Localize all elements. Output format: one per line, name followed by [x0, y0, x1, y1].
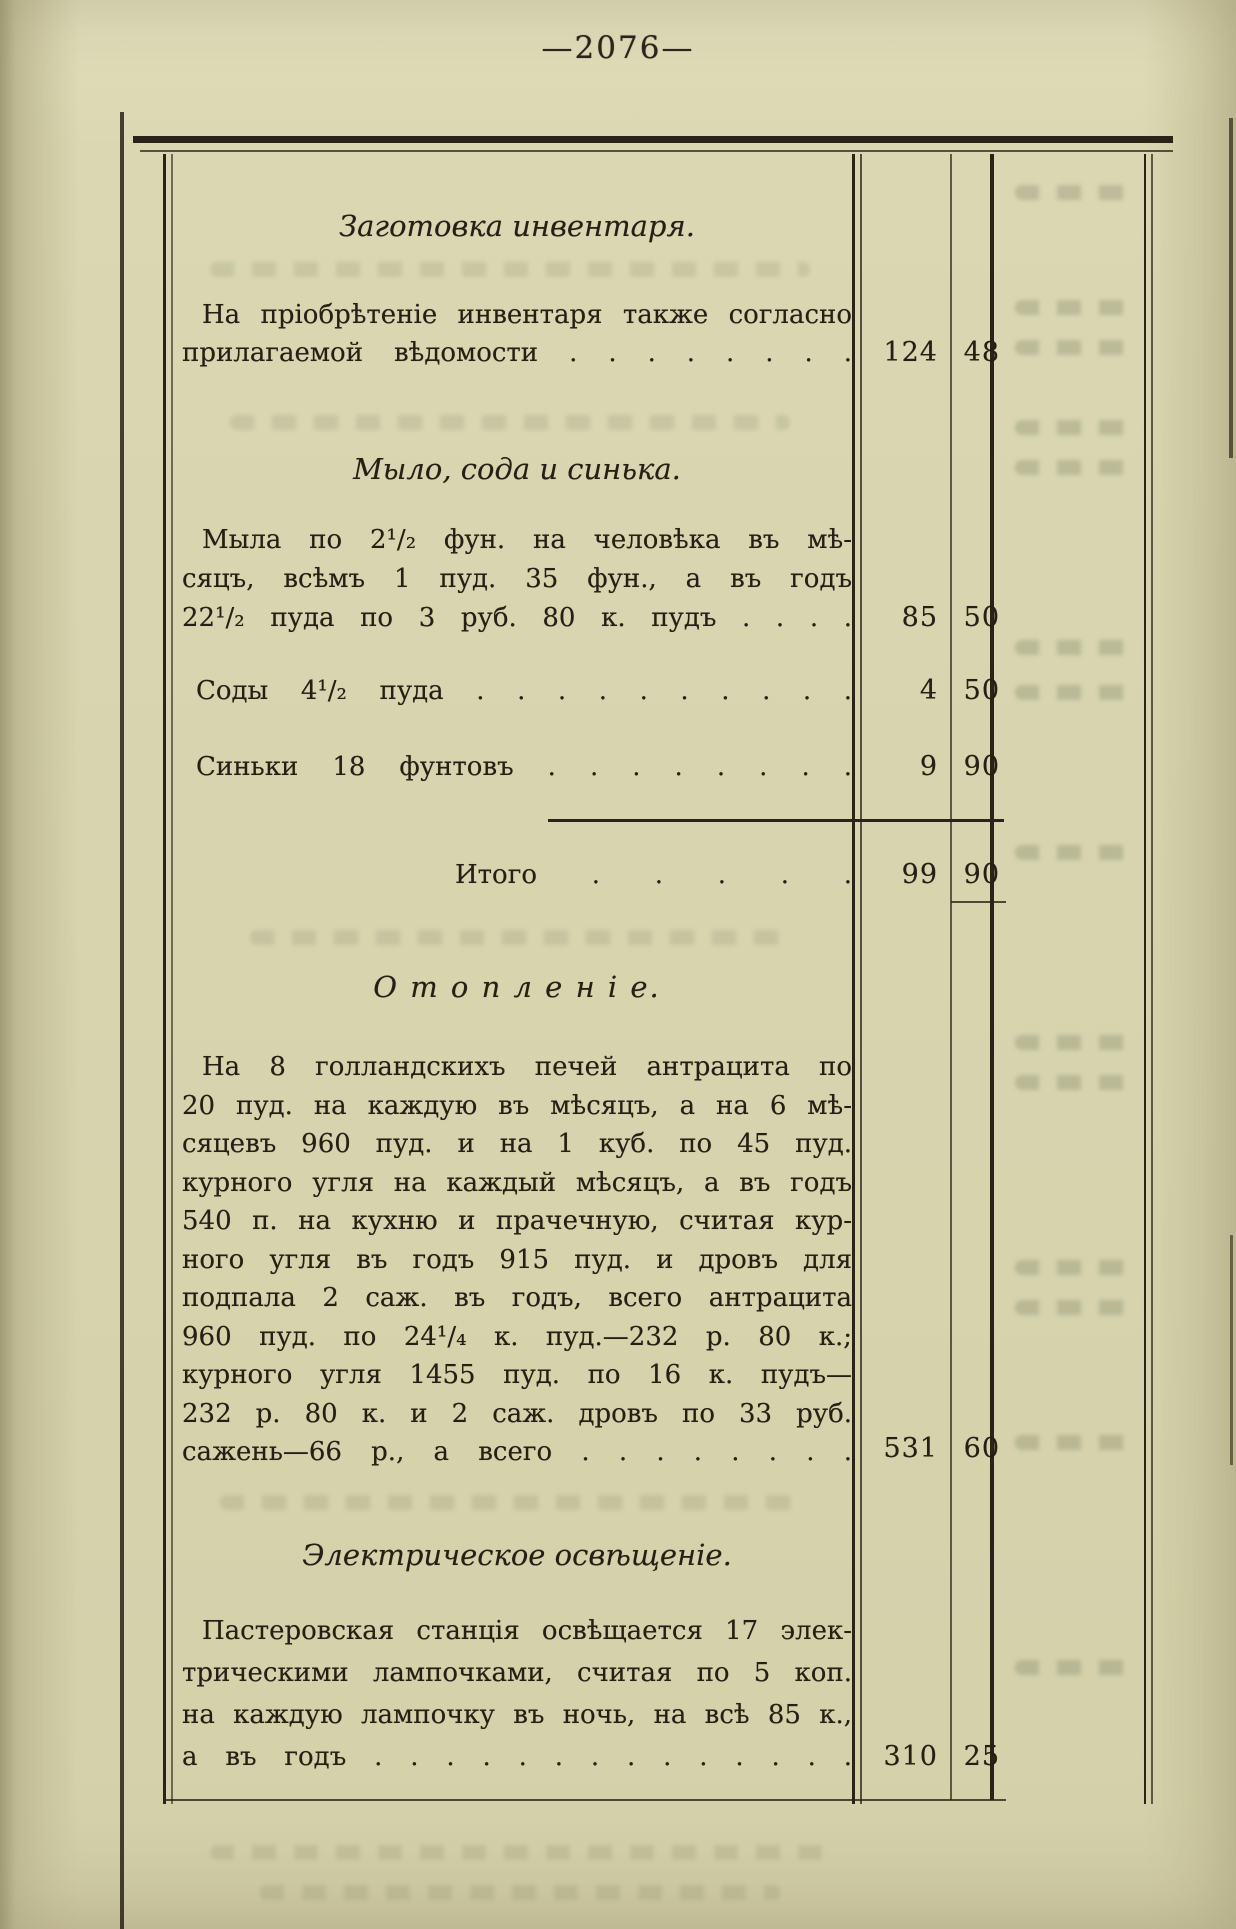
- bleedthrough-texture: [1015, 1035, 1135, 1050]
- bleedthrough-texture: [1015, 1300, 1133, 1315]
- total-label: Итого . . . . .: [455, 860, 852, 890]
- top-rule-thin: [140, 150, 1173, 152]
- bleedthrough-texture: [1015, 1660, 1135, 1675]
- table-left-border: [163, 154, 166, 1804]
- section-heading-electric-lighting: Электрическое освѣщеніе.: [302, 1538, 732, 1572]
- text-line: На 8 голландскихъ печей антрацита по: [202, 1052, 852, 1082]
- subtotal-rule: [548, 819, 1004, 822]
- text-line: трическими лампочками, считая по 5 коп.: [182, 1658, 852, 1688]
- amount-kopecks: 25: [963, 1741, 1000, 1772]
- bleedthrough-texture: [1015, 185, 1135, 200]
- section-heading-heating: О т о п л е н і е.: [373, 970, 661, 1004]
- page-edge-shadow-top: [1229, 118, 1233, 458]
- bleedthrough-texture: [1015, 460, 1133, 475]
- text-line: ного угля въ годъ 915 пуд. и дровъ для: [182, 1245, 852, 1275]
- bleedthrough-texture: [260, 1885, 780, 1900]
- text-line: курного угля на каждый мѣсяцъ, а въ годъ: [182, 1168, 852, 1198]
- bleedthrough-texture: [1015, 1435, 1133, 1450]
- amount-column-left-border: [852, 154, 855, 1804]
- amount-rubles: 531: [883, 1433, 938, 1464]
- page-gutter-line: [120, 112, 124, 1929]
- bleedthrough-texture: [230, 415, 790, 430]
- text-line: Пастеровская станція освѣщается 17 элек-: [202, 1616, 852, 1646]
- amount-kopecks: 50: [963, 675, 1000, 706]
- text-line: 540 п. на кухню и прачечную, считая кур-: [182, 1206, 852, 1236]
- text-line: курного угля 1455 пуд. по 16 к. пудъ—: [182, 1360, 852, 1390]
- amount-rubles: 124: [883, 337, 938, 368]
- top-rule-thick: [133, 136, 1173, 143]
- bottom-rule: [163, 1799, 1006, 1801]
- amount-rubles: 9: [919, 751, 938, 782]
- text-line: сажень—66 р., а всего . . . . . . . .: [182, 1437, 852, 1467]
- amount-kopecks: 90: [963, 751, 1000, 782]
- page-number: —2076—: [541, 30, 695, 66]
- amount-kopecks: 48: [963, 337, 1000, 368]
- text-line: 22¹/₂ пуда по 3 руб. 80 к. пудъ . . . .: [182, 603, 852, 633]
- bleedthrough-texture: [1015, 1075, 1135, 1090]
- bleedthrough-texture: [1015, 685, 1135, 700]
- text-line: на каждую лампочку въ ночь, на всѣ 85 к.,: [182, 1700, 852, 1730]
- bleedthrough-texture: [1015, 420, 1133, 435]
- amount-column-right-border: [990, 154, 994, 1800]
- amount-rubles: 85: [901, 602, 938, 633]
- total-rubles: 99: [901, 859, 938, 890]
- text-line: Соды 4¹/₂ пуда . . . . . . . . . .: [196, 676, 852, 706]
- amount-column-left-border-inner: [860, 154, 862, 1804]
- text-line: 20 пуд. на каждую въ мѣсяцъ, а на 6 мѣ-: [182, 1091, 852, 1121]
- table-left-border-inner: [171, 154, 173, 1804]
- amount-kopecks: 50: [963, 602, 1000, 633]
- text-line: Мыла по 2¹/₂ фун. на человѣка въ мѣ-: [202, 525, 852, 555]
- text-line: 232 р. 80 к. и 2 саж. дровъ по 33 руб.: [182, 1399, 852, 1429]
- rub-kop-divider-line: [950, 154, 952, 1800]
- section-heading-soap-soda: Мыло, сода и синька.: [353, 452, 681, 486]
- bleedthrough-texture: [210, 1845, 830, 1860]
- amount-rubles: 4: [919, 675, 938, 706]
- section-heading-inventory: Заготовка инвентаря.: [339, 209, 695, 243]
- table-right-border: [1144, 154, 1146, 1804]
- text-line: 960 пуд. по 24¹/₄ к. пуд.—232 р. 80 к.;: [182, 1322, 852, 1352]
- text-line: Синьки 18 фунтовъ . . . . . . . .: [196, 752, 852, 782]
- bleedthrough-texture: [1015, 1260, 1133, 1275]
- bleedthrough-texture: [250, 930, 790, 945]
- page-edge-shadow-bottom: [1230, 1235, 1233, 1465]
- amount-kopecks: 60: [963, 1433, 1000, 1464]
- total-kopecks: 90: [963, 859, 1000, 890]
- text-line: прилагаемой вѣдомости . . . . . . . .: [182, 338, 852, 368]
- bleedthrough-texture: [1015, 640, 1135, 655]
- text-line: На пріобрѣтеніе инвентаря также согласно: [202, 300, 852, 330]
- text-line: сяцъ, всѣмъ 1 пуд. 35 фун., а въ годъ: [182, 564, 852, 594]
- bleedthrough-texture: [1015, 845, 1133, 860]
- text-line: подпала 2 саж. въ годъ, всего антрацита: [182, 1283, 852, 1313]
- bleedthrough-texture: [1015, 340, 1137, 355]
- amount-rubles: 310: [883, 1741, 938, 1772]
- text-line: сяцевъ 960 пуд. и на 1 куб. по 45 пуд.: [182, 1129, 852, 1159]
- bleedthrough-texture: [210, 262, 810, 277]
- text-line: а въ годъ . . . . . . . . . . . . . .: [182, 1742, 852, 1772]
- bleedthrough-texture: [220, 1495, 800, 1510]
- table-right-border-inner: [1151, 154, 1153, 1804]
- bleedthrough-texture: [1015, 300, 1137, 315]
- total-underline-rule: [951, 901, 1006, 903]
